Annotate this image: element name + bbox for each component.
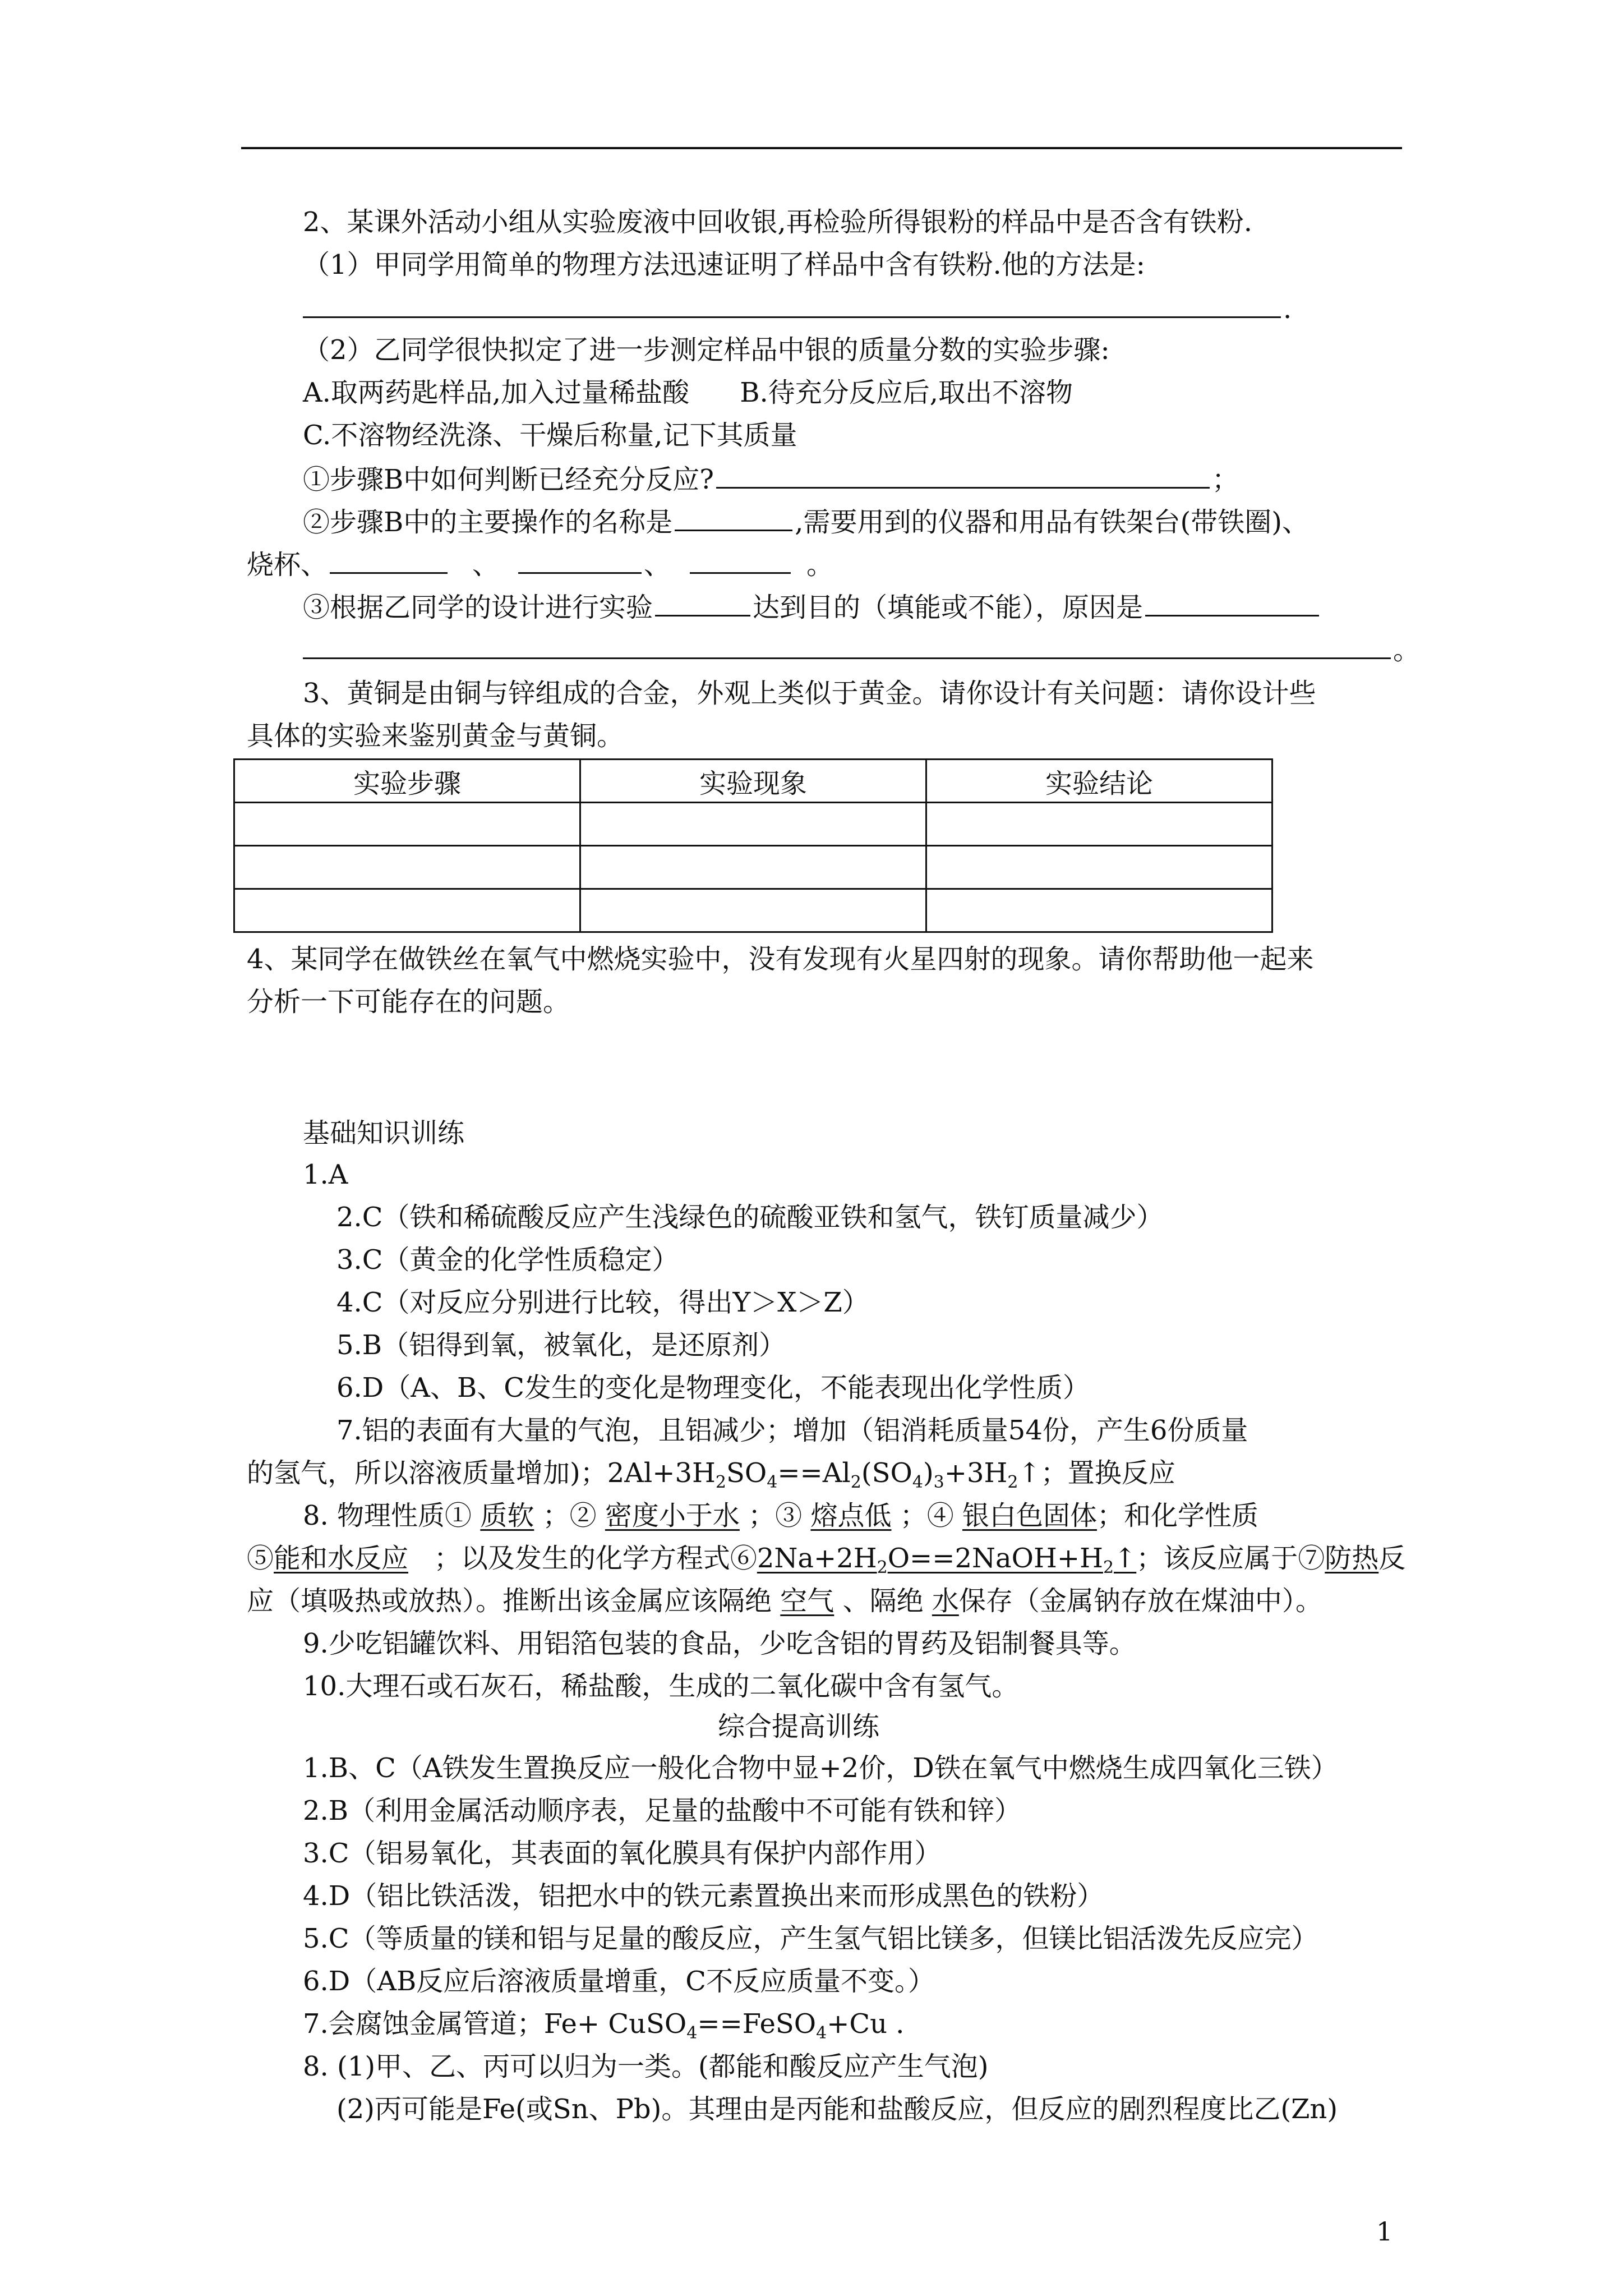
header-phenomenon: 实验现象 [580,760,926,803]
basic-answer-7-line2: 的氢气，所以溶液质量增加)；$2Al+3H_2SO_4==Al_2(SO_4)_3+3H_2↑$；置换反应 [247,1457,1175,1492]
header-rule [241,147,1402,149]
basic-answer-5: 5.B（铝得到氧，被氧化，是还原剂） [336,1329,786,1361]
advanced-answer-7: 7.会腐蚀金属管道；Fe+ CuSO$_4$==FeSO$_4$+Cu ． [303,2008,923,2043]
table-cell[interactable] [580,889,926,932]
answer-blank[interactable] [675,504,792,531]
q2-stem: 2、某课外活动小组从实验废液中回收银,再检验所得银粉的样品中是否含有铁粉. [303,206,1253,238]
basic-answer-8-line1: 8. 物理性质① 质软 ；② 密度小于水 ；③ 熔点低 ；④ 银白色固体；和化学性质 [303,1500,1259,1531]
basic-answer-4: 4.C（对反应分别进行比较，得出Y＞X＞Z） [336,1287,869,1318]
advanced-answer-6: 6.D（AB反应后溶液质量增重，C不反应质量不变。） [303,1966,935,1997]
experiment-table [233,758,1273,933]
table-row [234,803,1272,846]
header-conclusion: 实验结论 [926,760,1272,803]
basic-section-title: 基础知识训练 [303,1117,465,1149]
q4-line2: 分析一下可能存在的问题。 [247,986,570,1018]
advanced-answer-8-line2: (2)丙可能是Fe(或Sn、Pb)。其理由是丙能和盐酸反应，但反应的剧烈程度比乙(Zn) [336,2093,1338,2125]
table-cell[interactable] [580,803,926,846]
table-cell[interactable] [580,846,926,889]
q2-sub1: ①步骤B中如何判断已经充分反应? ； [303,461,1239,496]
basic-answer-1: 1.A [303,1159,348,1190]
table-cell[interactable] [234,846,580,889]
q2-sub2-cont: 烧杯、 、 、 。 [247,546,833,582]
basic-answer-7-line1: 7.铝的表面有大量的气泡，且铝减少；增加（铝消耗质量54份，产生6份质量 [336,1415,1248,1446]
basic-answer-9: 9.少吃铝罐饮料、用铝箔包装的食品，少吃含铝的胃药及铝制餐具等。 [303,1628,1136,1659]
q2-part1: （1）甲同学用简单的物理方法迅速证明了样品中含有铁粉.他的方法是: [303,249,1145,280]
table-cell[interactable] [234,803,580,846]
q2-part2: （2）乙同学很快拟定了进一步测定样品中银的质量分数的实验步骤: [303,334,1110,366]
page-number: 1 [1376,2216,1393,2247]
basic-answer-10: 10.大理石或石灰石，稀盐酸，生成的二氧化碳中含有氢气。 [303,1671,1019,1702]
table-header-row [234,760,1272,803]
basic-answer-2: 2.C（铁和稀硫酸反应产生浅绿色的硫酸亚铁和氢气，铁钉质量减少） [336,1202,1164,1233]
basic-answer-3: 3.C（黄金的化学性质稳定） [336,1244,679,1276]
table-cell[interactable] [234,889,580,932]
q3-line2: 具体的实验来鉴别黄金与黄铜。 [247,720,624,752]
advanced-answer-4: 4.D（铝比铁活泼，铝把水中的铁元素置换出来而形成黑色的铁粉） [303,1880,1104,1912]
answer-blank[interactable] [690,546,791,574]
header-step: 实验步骤 [234,760,580,803]
answer-blank[interactable] [303,632,1391,659]
answer-blank[interactable] [655,589,750,616]
step-a: A.取两药匙样品,加入过量稀盐酸 [303,377,690,408]
q2-sub3-answer-line: 。 [303,632,1420,667]
q2-sub3: ③根据乙同学的设计进行实验 达到目的（填能或不能），原因是 [303,589,1321,624]
step-c: C.不溶物经洗涤、干燥后称量,记下其质量 [303,420,797,451]
advanced-answer-8-line1: 8. (1)甲、乙、丙可以归为一类。(都能和酸反应产生气泡) [303,2051,989,2082]
basic-answer-8-line3: 应（填吸热或放热）。推断出该金属应该隔绝 空气 、隔绝 水保存（金属钠存放在煤油中）。 [247,1585,1322,1617]
advanced-section-title: 综合提高训练 [718,1711,880,1742]
q3-line1: 3、黄铜是由铜与锌组成的合金，外观上类似于黄金。请你设计有关问题：请你设计些 [303,678,1316,709]
table-cell[interactable] [926,803,1272,846]
basic-answer-6: 6.D（A、B、C发生的变化是物理变化，不能表现出化学性质） [336,1372,1090,1404]
answer-blank[interactable] [716,461,1210,489]
advanced-answer-2: 2.B（利用金属活动顺序表，足量的盐酸中不可能有铁和锌） [303,1795,1022,1826]
q2-part1-answer-line: . [303,291,1292,326]
step-b: B.待充分反应后,取出不溶物 [740,377,1073,408]
table-row [234,889,1272,932]
answer-blank[interactable] [303,291,1281,318]
basic-answer-8-line2: ⑤能和水反应 ；以及发生的化学方程式$⑥2Na+2H_2O==2NaOH+H_2↑$；该反应属于⑦防热反 [247,1543,1406,1577]
q4-line1: 4、某同学在做铁丝在氧气中燃烧实验中，没有发现有火星四射的现象。请你帮助他一起来 [247,944,1314,975]
table-row [234,846,1272,889]
advanced-answer-1: 1.B、C（A铁发生置换反应一般化合物中显+2价，D铁在氧气中燃烧生成四氧化三铁） [303,1752,1338,1784]
table-cell[interactable] [926,846,1272,889]
table-cell[interactable] [926,889,1272,932]
answer-blank[interactable] [330,546,448,574]
answer-blank[interactable] [518,546,642,574]
answer-blank[interactable] [1145,589,1319,616]
advanced-answer-3: 3.C（铝易氧化，其表面的氧化膜具有保护内部作用） [303,1838,942,1869]
q2-sub2: ②步骤B中的主要操作的名称是 ,需要用到的仪器和用品有铁架台(带铁圈)、 [303,504,1309,539]
advanced-answer-5: 5.C（等质量的镁和铝与足量的酸反应，产生氢气铝比镁多，但镁比铝活泼先反应完） [303,1923,1318,1954]
q2-steps-ab [303,376,1073,409]
